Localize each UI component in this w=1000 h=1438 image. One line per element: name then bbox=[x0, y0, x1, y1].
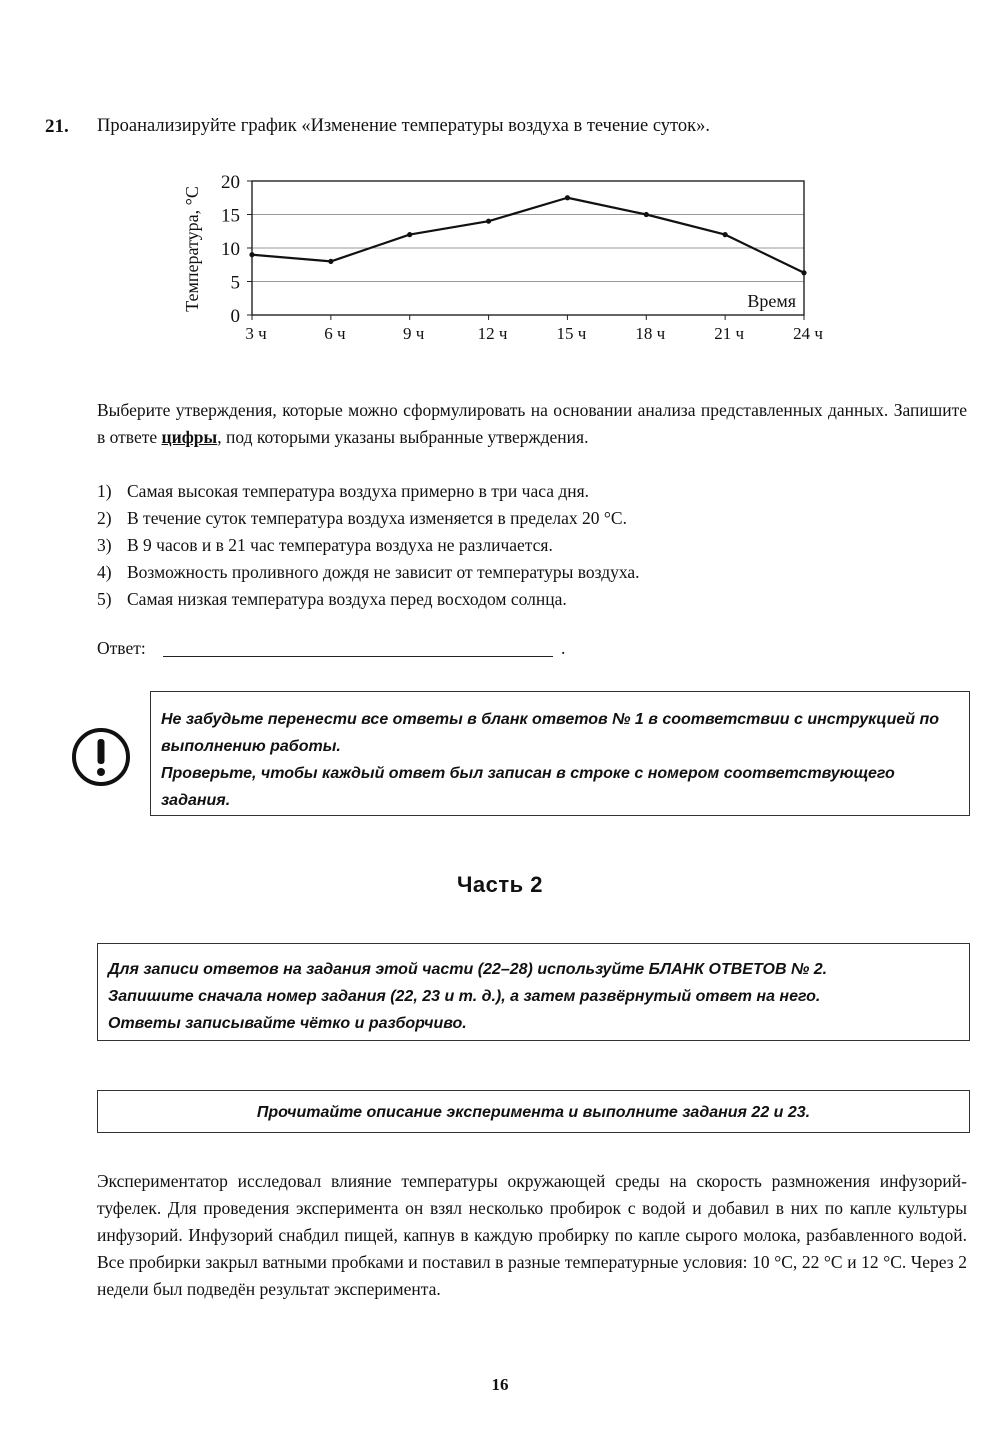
read-prompt-box: Прочитайте описание эксперимента и выполните задания 22 и 23. bbox=[97, 1090, 970, 1133]
page-number: 16 bbox=[491, 1375, 509, 1394]
svg-text:15 ч: 15 ч bbox=[556, 324, 587, 343]
part2-instructions-box bbox=[97, 943, 970, 1041]
option-5 bbox=[97, 589, 567, 610]
svg-text:12 ч: 12 ч bbox=[477, 324, 508, 343]
svg-text:24 ч: 24 ч bbox=[793, 324, 823, 343]
task-number: 21. bbox=[45, 116, 69, 137]
experiment-description: Экспериментатор исследовал влияние температуры окружающей среды на скорость размножения инфузорий-туфелек. Для проведения эксперимента он взял несколько пробирок с водой и добавил в них по капле культуры инфузорий. Инфузорий снабдил пищей, капнув в каждую пробирку по капле сырого молока, разбавленного водой. Все пробирки закрыл ватными пробками и поставил в разные температурные условия: 10 °С, 22 °С и 12 °С. Через 2 недели был подведён результат эксперимента. bbox=[97, 1171, 967, 1299]
svg-text:0: 0 bbox=[230, 306, 240, 327]
option-number: 4) bbox=[97, 562, 112, 582]
notice-line-1: Не забудьте перенести все ответы в бланк ответов № 1 в соответствии с инструкцией по выполнению работы. bbox=[161, 711, 940, 755]
emphasis-digits: цифры bbox=[161, 427, 218, 447]
option-text: В 9 часов и в 21 час температура воздуха не различается. bbox=[127, 535, 553, 555]
option-3 bbox=[97, 535, 553, 556]
svg-text:Температура, °С: Температура, °С bbox=[182, 186, 202, 312]
option-text: Возможность проливного дождя не зависит от температуры воздуха. bbox=[127, 562, 640, 582]
option-2 bbox=[97, 508, 627, 529]
part2-heading: Часть 2 bbox=[456, 872, 544, 897]
intro-text-before: Выберите утверждения, которые можно сформулировать на основании анализа представленных данных. Запишите в ответе bbox=[97, 400, 967, 447]
notice-line-2: Проверьте, чтобы каждый ответ был записан в строке с номером соответствующего задания. bbox=[161, 765, 895, 809]
exclamation-circle-icon bbox=[70, 726, 132, 788]
option-number: 3) bbox=[97, 535, 112, 555]
instructions-paragraph bbox=[97, 397, 967, 451]
answer-field[interactable] bbox=[163, 656, 553, 657]
option-number: 5) bbox=[97, 589, 112, 609]
part2-instruction-2: Запишите сначала номер задания (22, 23 и т. д.), а затем развёрнутый ответ на него. bbox=[108, 988, 821, 1005]
option-number: 1) bbox=[97, 481, 112, 501]
option-number: 2) bbox=[97, 508, 112, 528]
svg-text:10: 10 bbox=[221, 239, 240, 260]
option-text: Самая низкая температура воздуха перед восходом солнца. bbox=[127, 589, 567, 609]
part2-instruction-3: Ответы записывайте чётко и разборчиво. bbox=[108, 1015, 467, 1032]
task-title: Проанализируйте график «Изменение температуры воздуха в течение суток». bbox=[97, 116, 710, 136]
option-text: Самая высокая температура воздуха примерно в три часа дня. bbox=[127, 481, 590, 501]
answer-label: Ответ: bbox=[97, 638, 146, 658]
svg-text:18 ч: 18 ч bbox=[635, 324, 666, 343]
svg-text:21 ч: 21 ч bbox=[714, 324, 745, 343]
svg-text:5: 5 bbox=[230, 272, 240, 294]
svg-text:3 ч: 3 ч bbox=[245, 324, 267, 343]
svg-text:6 ч: 6 ч bbox=[324, 324, 346, 343]
svg-text:Время: Время bbox=[747, 291, 796, 311]
option-text: В течение суток температура воздуха изменяется в пределах 20 °С. bbox=[127, 508, 627, 528]
svg-text:9 ч: 9 ч bbox=[403, 324, 425, 343]
svg-text:15: 15 bbox=[221, 205, 240, 227]
option-4 bbox=[97, 562, 640, 583]
option-1 bbox=[97, 481, 589, 502]
temperature-chart bbox=[170, 165, 850, 355]
answer-period: . bbox=[561, 638, 566, 658]
svg-text:20: 20 bbox=[221, 172, 240, 193]
intro-text-after: , под которыми указаны выбранные утверждения. bbox=[217, 427, 589, 447]
part2-instruction-1: Для записи ответов на задания этой части (22–28) используйте БЛАНК ОТВЕТОВ № 2. bbox=[108, 961, 828, 978]
notice-box bbox=[150, 691, 970, 816]
